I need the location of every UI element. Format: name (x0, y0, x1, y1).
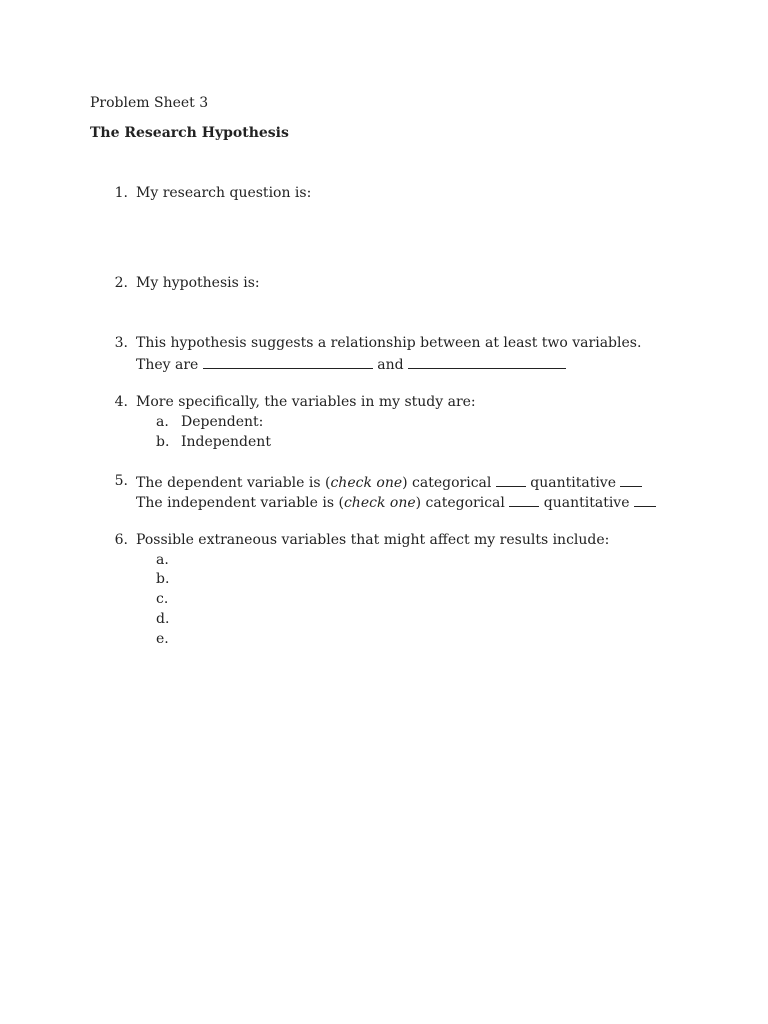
item-number: 4. (114, 394, 128, 410)
dependent-quantitative-blank[interactable] (620, 472, 642, 487)
quantitative-label: quantitative (530, 475, 616, 491)
check-one-label: check one (330, 475, 403, 491)
item-number: 5. (114, 473, 128, 489)
independent-prefix: The independent variable is ( (136, 495, 344, 511)
item-text: My research question is: (136, 185, 312, 201)
item-number: 3. (114, 335, 128, 351)
sub-item-letter: d. (156, 611, 170, 627)
independent-variable-line (136, 492, 656, 512)
item-text: Possible extraneous variables that might affect my results include: (136, 532, 610, 548)
dependent-variable-line (136, 472, 642, 492)
sub-item-letter: b. (156, 571, 170, 587)
variable-one-blank[interactable] (203, 354, 373, 369)
and-label: and (377, 357, 404, 373)
categorical-label: ) categorical (415, 495, 505, 511)
they-are-label: They are (136, 357, 199, 373)
quantitative-label: quantitative (543, 495, 630, 511)
variable-two-blank[interactable] (408, 354, 566, 369)
categorical-label: ) categorical (402, 475, 492, 491)
item-number: 1. (114, 185, 128, 201)
page-title: The Research Hypothesis (90, 125, 289, 141)
independent-categorical-blank[interactable] (509, 492, 539, 507)
sub-item-letter: b. (156, 434, 170, 450)
sub-item-text: Dependent: (181, 414, 264, 430)
item-text: My hypothesis is: (136, 275, 260, 291)
item-text: This hypothesis suggests a relationship between at least two variables. (136, 335, 642, 351)
check-one-label: check one (343, 495, 416, 511)
item-number: 2. (114, 275, 128, 291)
dependent-prefix: The dependent variable is ( (136, 475, 331, 491)
sub-item-letter: c. (156, 591, 169, 607)
sheet-label: Problem Sheet 3 (90, 95, 209, 111)
sub-item-letter: a. (156, 414, 169, 430)
sub-item-letter: a. (156, 552, 169, 568)
sub-item-letter: e. (156, 631, 169, 647)
item-text: More specifically, the variables in my study are: (136, 394, 476, 410)
item-3-fill-in-line (136, 354, 566, 374)
sub-item-text: Independent (181, 434, 271, 450)
dependent-categorical-blank[interactable] (496, 472, 526, 487)
independent-quantitative-blank[interactable] (634, 492, 656, 507)
item-number: 6. (114, 532, 128, 548)
